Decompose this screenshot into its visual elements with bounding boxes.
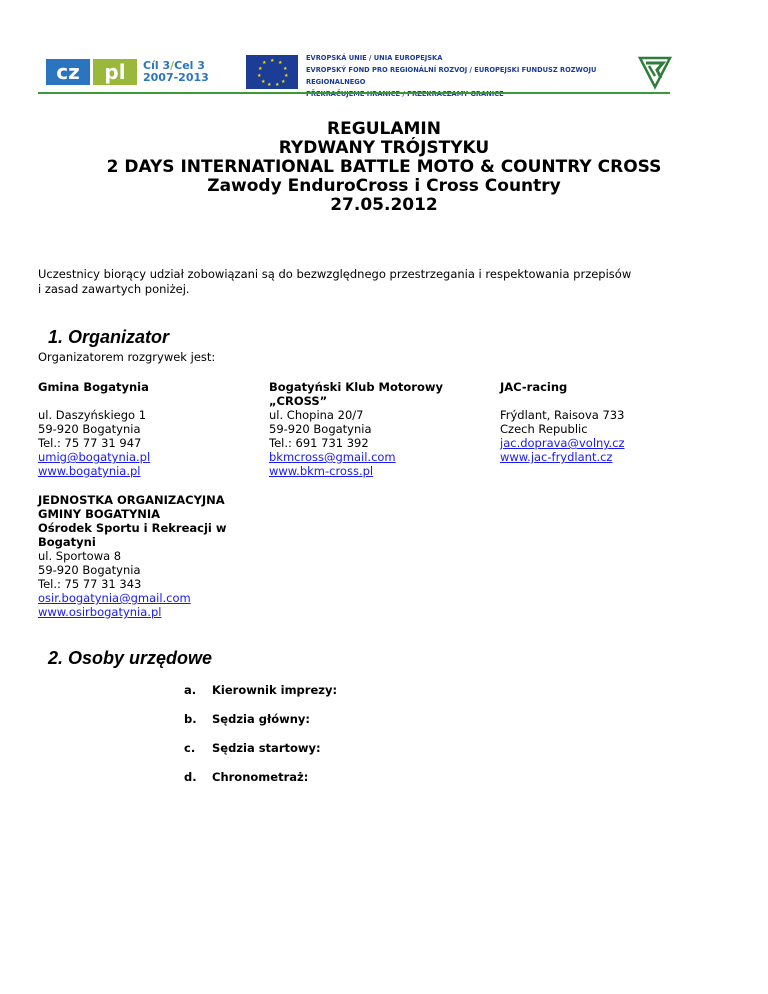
list-letter: d. bbox=[184, 770, 197, 784]
organizer-name: Ośrodek Sportu i Rekreacji w bbox=[38, 521, 227, 535]
address-line: ul. Sportowa 8 bbox=[38, 549, 122, 563]
address-line: 59-920 Bogatynia bbox=[38, 422, 141, 436]
list-label: Chronometraż: bbox=[212, 770, 309, 784]
cil-years: 2007-2013 bbox=[143, 71, 209, 84]
title-date: 27.05.2012 bbox=[330, 195, 438, 215]
czpl-cil-text bbox=[143, 60, 209, 84]
section-heading-organizator: 1. Organizator bbox=[48, 327, 170, 347]
cil-label: Cíl 3 bbox=[143, 59, 171, 72]
organizer-jac bbox=[500, 380, 700, 464]
list-item bbox=[184, 712, 337, 741]
phone: Tel.: 75 77 31 343 bbox=[38, 577, 142, 591]
organizer-bkm bbox=[269, 380, 469, 478]
organizer-name: JEDNOSTKA ORGANIZACYJNA bbox=[38, 493, 225, 507]
email-link[interactable]: bkmcross@gmail.com bbox=[269, 450, 396, 464]
list-label: Sędzia startowy: bbox=[212, 741, 321, 755]
website-link[interactable]: www.jac-frydlant.cz bbox=[500, 450, 613, 464]
title-line: Zawody EnduroCross i Cross Country bbox=[207, 176, 561, 196]
organizer-name: GMINY BOGATYNIA bbox=[38, 507, 161, 521]
organizer-intro: Organizatorem rozgrywek jest: bbox=[38, 350, 216, 364]
title-line: 2 DAYS INTERNATIONAL BATTLE MOTO & COUNTRY CROSS bbox=[106, 157, 662, 177]
title-line: REGULAMIN bbox=[327, 119, 441, 139]
czpl-pl-block: pl bbox=[93, 59, 137, 85]
email-link[interactable]: umig@bogatynia.pl bbox=[38, 450, 151, 464]
document-header bbox=[0, 0, 768, 96]
partner-logo-icon bbox=[637, 54, 673, 90]
organizer-osir bbox=[38, 493, 268, 619]
phone: Tel.: 75 77 31 947 bbox=[38, 436, 142, 450]
organizer-gmina bbox=[38, 380, 238, 478]
website-link[interactable]: www.osirbogatynia.pl bbox=[38, 605, 162, 619]
intro-line: i zasad zawartych poniżej. bbox=[38, 281, 190, 296]
czpl-logo bbox=[46, 57, 209, 87]
organizer-name: Gmina Bogatynia bbox=[38, 380, 149, 394]
czpl-cz-block: cz bbox=[46, 59, 90, 85]
address-line: 59-920 Bogatynia bbox=[38, 563, 141, 577]
organizer-name: JAC-racing bbox=[500, 380, 568, 394]
email-link[interactable]: osir.bogatynia@gmail.com bbox=[38, 591, 191, 605]
section-heading-osoby: 2. Osoby urzędowe bbox=[48, 648, 213, 668]
header-divider bbox=[38, 92, 670, 94]
list-letter: b. bbox=[184, 712, 197, 726]
email-link[interactable]: jac.doprava@volny.cz bbox=[500, 436, 625, 450]
list-item bbox=[184, 683, 337, 712]
address-line: 59-920 Bogatynia bbox=[269, 422, 372, 436]
cil-sep: / bbox=[170, 59, 175, 72]
list-label: Kierownik imprezy: bbox=[212, 683, 338, 697]
organizer-name: Bogatyński Klub Motorowy bbox=[269, 380, 443, 394]
list-item bbox=[184, 770, 337, 799]
organizer-name: Bogatyni bbox=[38, 535, 96, 549]
list-letter: c. bbox=[184, 741, 196, 755]
document-title bbox=[0, 120, 768, 215]
officials-list bbox=[184, 683, 337, 799]
organizer-name: „CROSS” bbox=[269, 394, 328, 408]
list-label: Sędzia główny: bbox=[212, 712, 311, 726]
intro-paragraph bbox=[38, 267, 678, 296]
address-line: Czech Republic bbox=[500, 422, 588, 436]
list-letter: a. bbox=[184, 683, 197, 697]
eu-line: EVROPSKÝ FOND PRO REGIONÁLNÍ ROZVOJ / EUROPEJSKI FUNDUSZ ROZWOJU REGIONALNEGO bbox=[306, 65, 597, 86]
website-link[interactable]: www.bkm-cross.pl bbox=[269, 464, 374, 478]
phone: Tel.: 691 731 392 bbox=[269, 436, 369, 450]
list-item bbox=[184, 741, 337, 770]
cel-label: Cel 3 bbox=[174, 59, 205, 72]
eu-line: EVROPSKÁ UNIE / UNIA EUROPEJSKA bbox=[306, 53, 443, 62]
address-line: ul. Daszyńskiego 1 bbox=[38, 408, 147, 422]
title-line: RYDWANY TRÓJSTYKU bbox=[278, 138, 490, 158]
address-line: Frýdlant, Raisova 733 bbox=[500, 408, 625, 422]
eu-line bbox=[306, 88, 636, 100]
eu-flag-icon: ★ ★ ★ ★ ★ ★ ★ ★ ★ ★ ★ bbox=[246, 55, 298, 89]
website-link[interactable]: www.bogatynia.pl bbox=[38, 464, 141, 478]
address-line: ul. Chopina 20/7 bbox=[269, 408, 364, 422]
intro-line: Uczestnicy biorący udział zobowiązani są do bezwzględnego przestrzegania i respektowania przepisów bbox=[38, 267, 632, 281]
